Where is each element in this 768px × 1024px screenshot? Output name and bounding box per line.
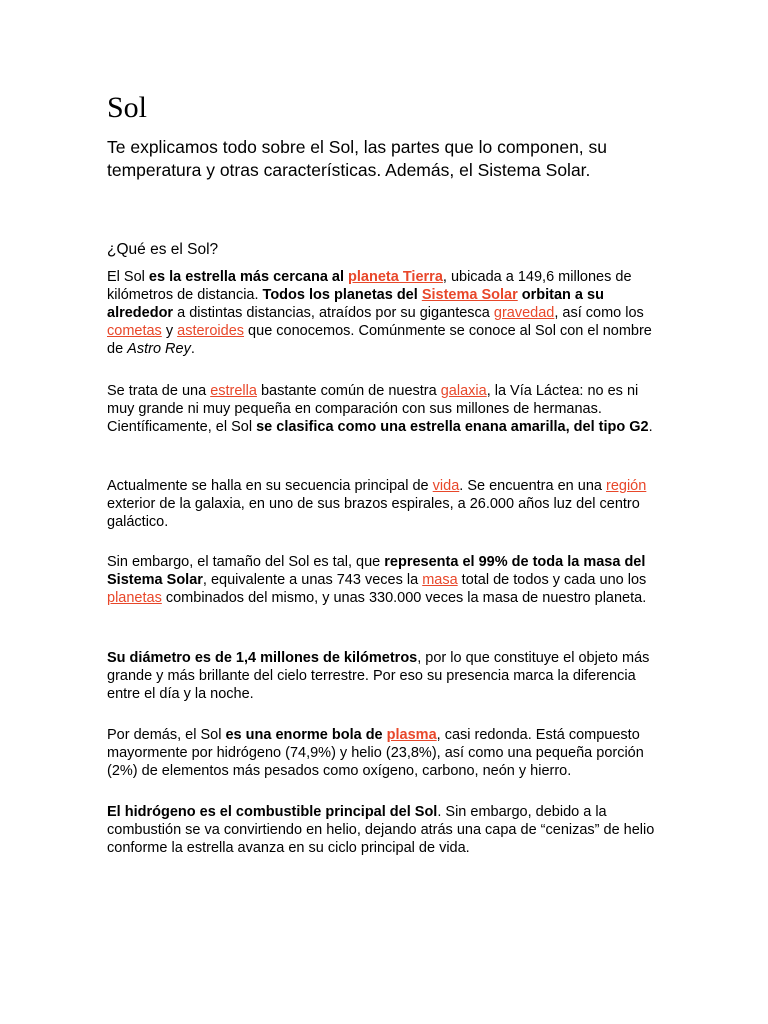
paragraph-2 <box>107 383 667 437</box>
bold-segment: El hidrógeno es el combustible principal del Sol <box>107 804 438 820</box>
text-segment: que conocemos. Comúnmente se conoce al Sol con el nombre de <box>107 322 652 357</box>
bold-segment: se clasifica como una estrella enana amarilla, del tipo G2 <box>256 418 649 435</box>
paragraph-3 <box>107 478 667 532</box>
paragraph-5 <box>107 650 667 704</box>
link-vida[interactable]: vida <box>432 478 460 494</box>
link-asteroides[interactable]: asteroides <box>177 322 245 339</box>
paragraph-1 <box>107 269 667 359</box>
text-segment: El Sol <box>107 269 149 285</box>
link-region[interactable]: región <box>606 478 647 494</box>
link-galaxia[interactable]: galaxia <box>440 383 487 399</box>
italic-segment: Astro Rey <box>127 340 191 357</box>
text-segment: a distintas distancias, atraídos por su gigantesca <box>173 304 494 321</box>
bold-segment: Todos los planetas del <box>262 286 422 303</box>
text-segment: Se trata de una <box>107 383 211 399</box>
text-segment: bastante común de nuestra <box>256 383 441 399</box>
bold-segment: representa el 99% de toda la masa del Sistema Solar <box>107 554 646 588</box>
link-gravedad[interactable]: gravedad <box>493 304 555 321</box>
bold-segment: orbitan a su alrededor <box>107 286 604 321</box>
text-segment: , equivalente a unas 743 veces la <box>202 571 423 588</box>
link-planeta-tierra[interactable]: planeta Tierra <box>348 269 443 285</box>
page-subtitle: Te explicamos todo sobre el Sol, las partes que lo componen, su temperatura y otras características. Además, el Sistema Solar. <box>107 137 608 180</box>
text-segment: y <box>161 322 178 339</box>
text-segment: total de todos y cada uno los <box>457 571 647 588</box>
text-segment: , casi redonda. Está compuesto mayormente por hidrógeno (74,9%) y helio (23,8%), así como una pequeña porción (2%) de elementos más pesados como oxígeno, carbono, neón y hierro. <box>107 727 644 779</box>
link-masa[interactable]: masa <box>422 571 458 588</box>
text-segment: , ubicada a 149,6 millones de kilómetros de distancia. <box>107 269 632 303</box>
text-segment: Por demás, el Sol <box>107 727 226 743</box>
text-segment: combinados del mismo, y unas 330.000 veces la masa de nuestro planeta. <box>161 589 647 606</box>
bold-segment: es la estrella más cercana al <box>148 269 349 285</box>
paragraph-4 <box>107 554 667 608</box>
link-estrella[interactable]: estrella <box>210 383 257 399</box>
page-title: Sol <box>107 91 148 124</box>
text-segment: . Sin embargo, debido a la combustión se va convirtiendo en helio, dejando atrás una capa de “cenizas” de helio conforme la estrella avanza en su ciclo principal de vida. <box>107 804 655 856</box>
link-plasma[interactable]: plasma <box>386 727 437 743</box>
section-heading: ¿Qué es el Sol? <box>107 241 219 258</box>
text-segment: , así como los <box>554 304 644 321</box>
text-segment: exterior de la galaxia, en uno de sus brazos espirales, a 26.000 años luz del centro galáctico. <box>107 495 640 530</box>
paragraph-6 <box>107 727 667 781</box>
paragraph-7 <box>107 804 667 858</box>
text-segment: Actualmente se halla en su secuencia principal de <box>107 478 433 494</box>
text-segment: Sin embargo, el tamaño del Sol es tal, que <box>107 554 385 570</box>
text-segment: . Se encuentra en una <box>459 478 606 494</box>
text-segment: . <box>190 340 195 357</box>
bold-segment: Su diámetro es de 1,4 millones de kilómetros <box>107 650 418 666</box>
link-cometas[interactable]: cometas <box>107 322 162 339</box>
bold-segment: es una enorme bola de <box>225 727 387 743</box>
text-segment: , por lo que constituye el objeto más grande y más brillante del cielo terrestre. Por eso su presencia marca la diferencia entre el día y la noche. <box>107 650 650 702</box>
text-segment: , la Vía Láctea: no es ni muy grande ni muy pequeña en comparación con sus millones de hermanas. Científicamente, el Sol <box>107 383 639 435</box>
text-segment: . <box>648 418 653 435</box>
link-planetas[interactable]: planetas <box>107 589 162 606</box>
link-sistema-solar[interactable]: Sistema Solar <box>421 286 518 303</box>
